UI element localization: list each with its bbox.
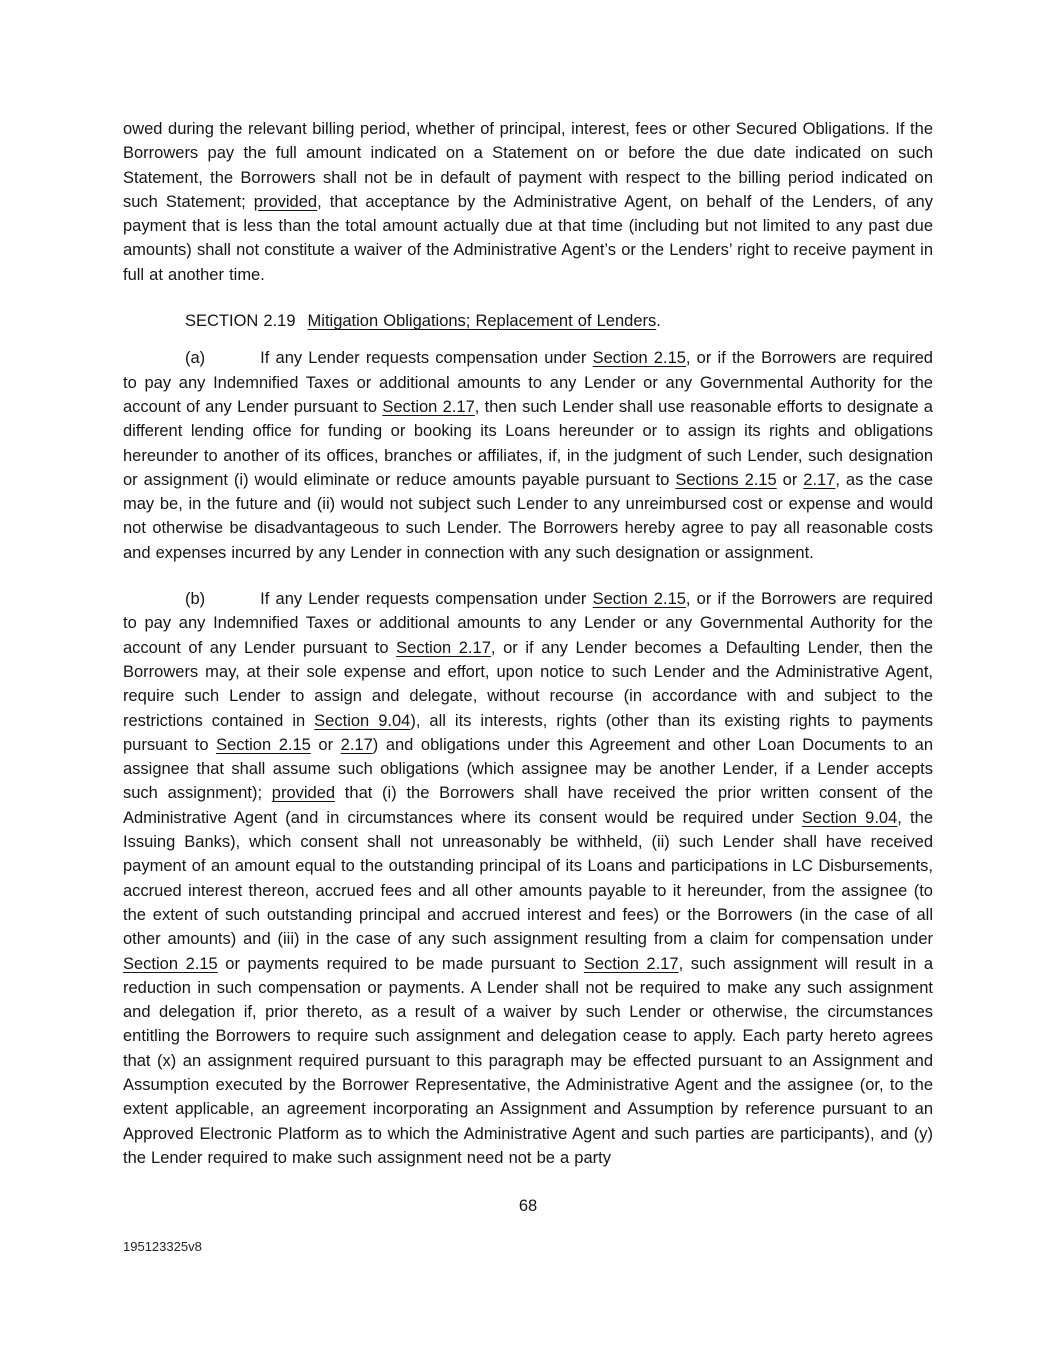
underlined-text-run: Mitigation Obligations; Replacement of Lenders	[307, 312, 657, 331]
text-run: (b)	[185, 590, 206, 609]
text-run: If any Lender requests compensation under	[260, 590, 593, 609]
underlined-text-run: provided	[253, 192, 318, 211]
underlined-text-run: Section 9.04	[314, 711, 411, 730]
underlined-text-run: Sections 2.15	[675, 470, 777, 489]
text-run: .	[656, 312, 661, 331]
underlined-text-run: Section 2.15	[592, 590, 686, 609]
text-run: or payments required to be made pursuant to	[217, 954, 584, 973]
text-run: , such assignment will result in a reduction in such compensation or payments. A Lender shall not be required to make any such assignment and delegation if, prior thereto, as a result of a waiver by such Lender or otherwise, the circumstances entitling the Borrowers to require such assignment and delegation cease to apply. Each party hereto agrees that (x) an assignment required pursuant to this paragraph may be effected pursuant to an Assignment and Assumption executed by the Borrower Representative, the Administrative Agent and the assignee (or, to the extent applicable, an agreement incorporating an Assignment and Assumption by reference pursuant to an Approved Electronic Platform as to which the Administrative Agent and such parties are participants), and (y) the Lender required to make such assignment need not be a party	[123, 954, 934, 1167]
page-number: 68	[518, 1197, 538, 1216]
paragraph-a	[123, 346, 933, 565]
underlined-text-run: Section 2.17	[583, 954, 679, 973]
underlined-text-run: Section 9.04	[801, 808, 898, 827]
text-run: or	[776, 470, 804, 489]
text-run: , or if the Borrowers are required to pay any Indemnified Taxes or additional amounts to any Lender or any Governmental Authority for the account of any Lender pursuant to	[123, 590, 933, 657]
text-run: that (i) the Borrowers shall have received the prior written consent of the Administrative Agent (and in circumstances where its consent would be required under	[123, 784, 933, 827]
text-run: , as the case may be, in the future and (ii) would not subject such Lender to any unreimbursed cost or expense and would not otherwise be disadvantageous to such Lender. The Borrowers hereby agree to pay all reasonable costs and expenses incurred by any Lender in connection with any such designation or assignment.	[123, 470, 934, 562]
text-run: ), all its interests, rights (other than its existing rights to payments pursuant to	[123, 711, 933, 754]
text-run: owed during the relevant billing period, whether of principal, interest, fees or other Secured Obligations. If the Borrowers pay the full amount indicated on a Statement on or before the due date indicated on such Statement, the Borrowers shall not be in default of payment with respect to the billing period indicated on such Statement;	[123, 120, 933, 211]
underlined-text-run: provided	[271, 784, 336, 803]
text-run: (a)	[185, 349, 206, 368]
text-run: , or if the Borrowers are required to pay any Indemnified Taxes or additional amounts to any Lender or any Governmental Authority for the account of any Lender pursuant to	[123, 349, 933, 416]
underlined-text-run: Section 2.15	[123, 954, 218, 973]
page-body	[123, 117, 933, 1255]
paragraph-b	[123, 587, 933, 1170]
underlined-text-run: Section 2.17	[396, 638, 491, 657]
underlined-text-run: Section 2.15	[216, 735, 311, 754]
text-run: , the Issuing Banks), which consent shall not unreasonably be withheld, (ii) such Lender shall have received payment of an amount equal to the outstanding principal of its Loans and participations in LC Disbursements, accrued interest thereon, accrued fees and all other amounts payable to it hereunder, from the assignee (to the extent of such outstanding principal and accrued interest and fees) or the Borrowers (in the case of all other amounts) and (iii) in the case of any such assignment resulting from a claim for compensation under	[123, 808, 933, 949]
text-run: , then such Lender shall use reasonable efforts to designate a different lending office for funding or booking its Loans hereunder or to assign its rights and obligations hereunder to another of its offices, branches or affiliates, if, in the judgment of such Lender, such designation or assignment (i) would eliminate or reduce amounts payable pursuant to	[123, 397, 933, 489]
text-run: ) and obligations under this Agreement and other Loan Documents to an assignee that shall assume such obligations (which assignee may be another Lender, if a Lender accepts such assignment);	[123, 735, 934, 803]
underlined-text-run: 2.17	[340, 735, 373, 754]
text-run: SECTION 2.19	[185, 312, 296, 331]
text-run: , that acceptance by the Administrative Agent, on behalf of the Lenders, of any payment that is less than the total amount actually due at that time (including but not limited to any past due amounts) shall not constitute a waiver of the Administrative Agent’s or the Lenders’ right to receive payment in full at another time.	[123, 192, 933, 284]
paragraph-continuation	[123, 117, 933, 287]
underlined-text-run: Section 2.15	[592, 349, 686, 368]
text-run: , or if any Lender becomes a Defaulting Lender, then the Borrowers may, at their sole expense and effort, upon notice to such Lender and the Administrative Agent, require such Lender to assign and delegate, without recourse (in accordance with and subject to the restrictions contained in	[123, 638, 934, 730]
text-run: or	[310, 735, 341, 754]
underlined-text-run: Section 2.17	[382, 397, 475, 416]
underlined-text-run: 2.17	[803, 470, 836, 489]
document-id-stamp: 195123325v8	[123, 1239, 202, 1255]
section-heading	[123, 309, 933, 333]
text-run: If any Lender requests compensation under	[260, 349, 593, 368]
